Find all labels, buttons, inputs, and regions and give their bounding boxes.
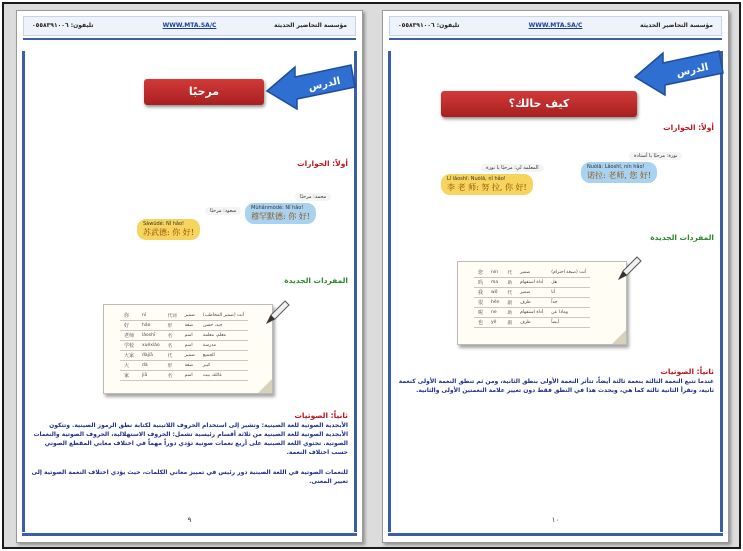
vocab-row [120, 341, 248, 351]
vocab-pos: 副 [504, 318, 517, 328]
vocab-pinyin: dàjiā [138, 351, 164, 361]
vocab-pos: 代词 [164, 311, 181, 321]
vocab-pos: 代 [504, 288, 517, 298]
vocab-ar-pos: ضمير [181, 351, 199, 361]
bubble-speaker-label: محمد: مرحبًا [295, 193, 331, 201]
vocab-meaning: عائلة، بيت [199, 371, 248, 381]
side-border [354, 51, 357, 532]
bubble-pinyin: Mùhǎnmòdé: Nǐ hǎo! [251, 205, 304, 211]
lesson-arrow-label: الدرس [675, 61, 710, 80]
vocab-pos: 名 [164, 341, 181, 351]
vocab-pos: 名 [164, 331, 181, 341]
vocab-pos: 代 [164, 351, 181, 361]
vocab-hanzi: 我 [474, 288, 487, 298]
vocab-ar-pos: صفة [181, 361, 199, 371]
vocab-meaning: الجميع [199, 351, 248, 361]
vocab-meaning: مدرسة [199, 341, 248, 351]
header-divider [23, 38, 356, 40]
section-heading-dialogues: أولاً: الحوارات [663, 123, 714, 132]
vocab-ar-pos: أداة استفهام [516, 308, 547, 318]
vocab-pos: 助 [504, 278, 517, 288]
vocab-hanzi: 你 [120, 311, 138, 321]
dialogue-bubble [581, 162, 657, 183]
section-heading-vocabulary: المفردات الجديدة [284, 276, 348, 285]
vocab-row [120, 361, 248, 371]
vocab-pinyin: hěn [487, 298, 503, 308]
vocab-hanzi: 您 [474, 268, 487, 278]
vocab-ar-pos: ظرف [516, 318, 547, 328]
vocab-hanzi: 吗 [474, 278, 487, 288]
vocab-hanzi: 很 [474, 298, 487, 308]
side-border [388, 51, 391, 532]
vocab-ar-pos: اسم [181, 341, 199, 351]
vocab-meaning: أنت (صيغة احترام) [547, 268, 590, 278]
vocab-pinyin: nǐ [138, 311, 164, 321]
vocab-meaning: وماذا عن [547, 308, 590, 318]
header-url-link[interactable]: WWW.MTA.SA/C [528, 22, 583, 29]
dialogue-bubble [137, 219, 200, 240]
pencil-icon [263, 297, 293, 327]
vocab-row [474, 268, 590, 278]
vocab-pinyin: jiā [138, 371, 164, 381]
header-phone: تليفون: ٠٥٥٨٣٩١٠٠٦ [398, 22, 460, 29]
bubble-hanzi: 穆罕默德: 你 好! [251, 212, 310, 221]
bubble-speaker-label: سعود: مرحبًا [205, 207, 241, 215]
section-heading-dialogues: أولاً: الحوارات [297, 159, 348, 168]
bubble-speaker-label: نورة: مرحبًا يا أستاذة [629, 152, 682, 160]
vocab-pinyin: ne [487, 308, 503, 318]
vocab-ar-pos: ضمير [516, 268, 547, 278]
dialogue-bubble [245, 203, 316, 224]
lesson-arrow-icon [633, 47, 725, 97]
page-header [389, 16, 722, 36]
vocab-meaning: جداً [547, 298, 590, 308]
vocab-hanzi: 好 [120, 321, 138, 331]
vocab-pinyin: hǎo [138, 321, 164, 331]
vocabulary-card [457, 261, 627, 345]
vocab-ar-pos: ضمير [516, 288, 547, 298]
phonetics-paragraph: عندما تتبع النغمة الثالثة بنغمة ثالثة أيضاً، تتأثر النغمة الأولى بنطق الثانية، ومن ثم تنطق النغمة الأولى كنغمة ثانية، وتقرأ الثانية ثالثة كما هي، ويحدث هذا في النطق فقط دون تغيير علامة النغمتين الأولى والثانية. [398, 378, 714, 394]
vocab-meaning: أنا [547, 288, 590, 298]
vocab-pos: 形 [164, 321, 181, 331]
vocab-ar-pos: اسم [181, 331, 199, 341]
vocab-hanzi: 大 [120, 361, 138, 371]
section-heading-phonetics: ثانياً: الصوتيات [660, 367, 714, 376]
vocab-meaning: معلم، معلمة [199, 331, 248, 341]
vocab-hanzi: 家 [120, 371, 138, 381]
vocab-pinyin: lǎoshī [138, 331, 164, 341]
lesson-arrow-icon [265, 61, 357, 111]
vocab-row [120, 331, 248, 341]
vocab-row [120, 371, 248, 381]
page-header [23, 16, 356, 36]
vocab-row [120, 321, 248, 331]
vocab-hanzi: 呢 [474, 308, 487, 318]
vocab-pinyin: dà [138, 361, 164, 371]
vocab-pinyin: xuéxiào [138, 341, 164, 351]
vocab-pinyin: nín [487, 268, 503, 278]
bubble-pinyin: Sàwūdé: Nǐ hǎo! [143, 221, 185, 227]
vocab-pinyin: yě [487, 318, 503, 328]
page-curl [258, 379, 272, 393]
bubble-hanzi: 诺拉: 老师, 您 好! [587, 171, 652, 180]
side-border [22, 51, 25, 532]
vocab-meaning: أيضاً [547, 318, 590, 328]
vocab-hanzi: 老师 [120, 331, 138, 341]
vocab-pinyin: ma [487, 278, 503, 288]
vocabulary-card [103, 304, 273, 394]
vocab-row [474, 288, 590, 298]
vocab-meaning: هل [547, 278, 590, 288]
vocab-meaning: كبير [199, 361, 248, 371]
document-viewer-frame [2, 2, 741, 549]
vocab-pos: 助 [504, 308, 517, 318]
vocab-row [474, 308, 590, 318]
lesson-arrow-label: الدرس [307, 75, 342, 94]
footer-divider [22, 533, 357, 536]
vocabulary-table [474, 268, 590, 328]
vocab-hanzi: 也 [474, 318, 487, 328]
vocab-hanzi: 学校 [120, 341, 138, 351]
lesson-title: كيف حالك؟ [441, 91, 637, 117]
vocab-pinyin: wǒ [487, 288, 503, 298]
bubble-speaker-label: المعلمة لي: مرحبًا يا نورة [481, 164, 544, 172]
phonetics-paragraph: للنغمات الصوتية في اللغة الصينية دور رئيس في تمييز معاني الكلمات، حيث يؤدي اختلاف النغمة الصوتية إلى تغيير المعنى. [31, 469, 348, 485]
vocab-ar-pos: أداة استفهام [516, 278, 547, 288]
phonetics-paragraph: الأبجدية الصوتية للغة الصينية: وتشير إلى استخدام الحروف اللاتينية لكتابة نطق الرموز الصينية. وتتكون الأبجدية الصوتية للغة الصينية من ثلاثة أقسام رئيسية تشمل: الحروف الاستهلالية، الحروف الصوتية والنغمات الصوتية. تحتوي اللغة الصينية على أربع نغمات صوتية تؤدي دوراً مهماً في اختلاف معاني المقطع الصوتي حسب اختلاف النغمة. [33, 422, 348, 456]
vocab-row [474, 278, 590, 288]
bubble-hanzi: 苏武德: 你 好! [143, 228, 194, 237]
page-10 [382, 10, 729, 543]
vocab-meaning: أنت (ضمير المخاطب) [199, 311, 248, 321]
vocab-ar-pos: ظرف [516, 298, 547, 308]
lesson-title: مرحبًا [144, 79, 264, 105]
bubble-pinyin: Lǐ lǎoshī: Nuòlā, nǐ hǎo! [447, 176, 506, 182]
footer-divider [388, 533, 723, 536]
vocab-pos: 名 [164, 371, 181, 381]
page-9 [16, 10, 363, 543]
header-divider [389, 38, 722, 40]
header-url-link[interactable]: WWW.MTA.SA/C [162, 22, 217, 29]
vocab-row [474, 298, 590, 308]
header-org: مؤسسة التحاضير الحديثة [273, 22, 347, 29]
vocab-pos: 形 [164, 361, 181, 371]
page-curl [612, 330, 626, 344]
page-number: ٩ [187, 516, 192, 524]
vocab-pos: 副 [504, 298, 517, 308]
vocab-ar-pos: صفة [181, 321, 199, 331]
header-phone: تليفون: ٠٥٥٨٣٩١٠٠٦ [32, 22, 94, 29]
vocab-row [474, 318, 590, 328]
header-org: مؤسسة التحاضير الحديثة [639, 22, 713, 29]
bubble-hanzi: 李 老 师: 努 拉, 你 好! [447, 183, 527, 192]
bubble-pinyin: Nuòlā: Lǎoshī, nín hǎo! [587, 164, 645, 170]
vocab-ar-pos: اسم [181, 371, 199, 381]
vocab-hanzi: 大家 [120, 351, 138, 361]
vocab-pos: 代 [504, 268, 517, 278]
dialogue-bubble [441, 174, 533, 195]
pencil-icon [615, 253, 645, 283]
side-border [720, 51, 723, 532]
vocab-meaning: جيد، حسن [199, 321, 248, 331]
vocabulary-table [120, 311, 248, 381]
vocab-row [120, 351, 248, 361]
vocab-ar-pos: ضمير [181, 311, 199, 321]
section-heading-vocabulary: المفردات الجديدة [650, 233, 714, 242]
section-heading-phonetics: ثانياً: الصوتيات [294, 411, 348, 420]
page-number: ١٠ [551, 516, 560, 524]
vocab-row [120, 311, 248, 321]
